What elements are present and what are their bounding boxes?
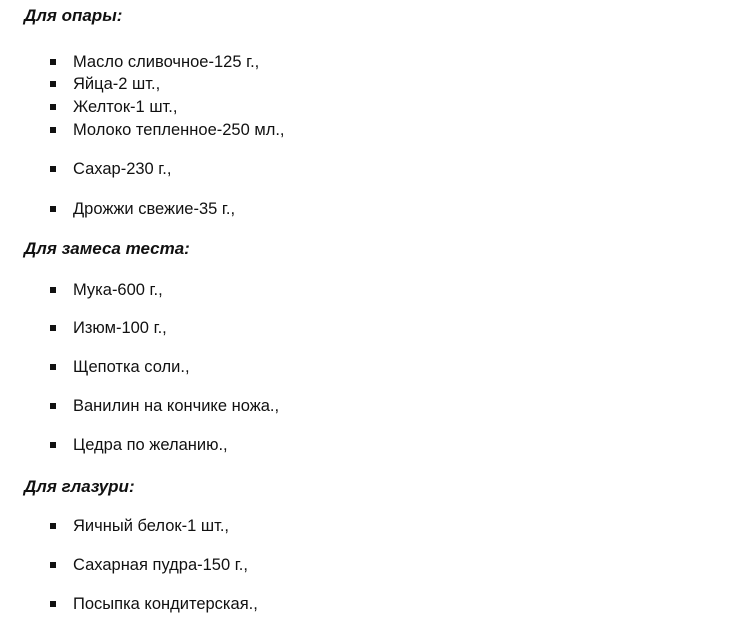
section-heading-glaze: Для глазури:: [24, 477, 135, 496]
ingredient-item: [50, 435, 228, 455]
square-bullet-icon: [50, 442, 56, 448]
square-bullet-icon: [50, 127, 56, 133]
ingredient-item: [50, 280, 163, 300]
ingredient-item: [50, 318, 167, 338]
square-bullet-icon: [50, 166, 56, 172]
ingredient-text: Сахарная пудра-150 г.,: [73, 556, 248, 574]
square-bullet-icon: [50, 325, 56, 331]
ingredient-text: Изюм-100 г.,: [73, 319, 167, 337]
section-heading-dough-mixing: Для замеса теста:: [24, 239, 190, 258]
ingredient-item: [50, 199, 235, 219]
ingredient-text: Масло сливочное-125 г.,: [73, 53, 260, 71]
ingredient-text: Сахар-230 г.,: [73, 160, 172, 178]
ingredient-item: [50, 97, 177, 117]
square-bullet-icon: [50, 81, 56, 87]
ingredient-item: [50, 74, 160, 94]
ingredient-item: [50, 357, 190, 377]
square-bullet-icon: [50, 523, 56, 529]
ingredient-item: [50, 594, 258, 614]
ingredient-item: [50, 159, 171, 179]
ingredient-text: Дрожжи свежие-35 г.,: [73, 200, 236, 218]
square-bullet-icon: [50, 364, 56, 370]
square-bullet-icon: [50, 206, 56, 212]
ingredient-text: Посыпка кондитерская.,: [73, 595, 258, 613]
ingredient-text: Яичный белок-1 шт.,: [73, 517, 229, 535]
square-bullet-icon: [50, 403, 56, 409]
ingredient-text: Мука-600 г.,: [73, 281, 163, 299]
ingredient-item: [50, 516, 229, 536]
ingredient-text: Ванилин на кончике ножа.,: [73, 397, 280, 415]
square-bullet-icon: [50, 562, 56, 568]
square-bullet-icon: [50, 104, 56, 110]
square-bullet-icon: [50, 601, 56, 607]
ingredient-text: Щепотка соли.,: [73, 358, 190, 376]
ingredient-item: [50, 396, 279, 416]
ingredient-text: Молоко тепленное-250 мл.,: [73, 121, 285, 139]
ingredient-text: Яйца-2 шт.,: [73, 75, 161, 93]
ingredient-item: [50, 555, 248, 575]
ingredient-item: [50, 52, 259, 72]
ingredient-text: Цедра по желанию.,: [73, 436, 228, 454]
ingredient-item: [50, 120, 285, 140]
square-bullet-icon: [50, 287, 56, 293]
square-bullet-icon: [50, 59, 56, 65]
section-heading-dough-starter: Для опары:: [24, 6, 123, 25]
ingredient-text: Желток-1 шт.,: [73, 98, 178, 116]
